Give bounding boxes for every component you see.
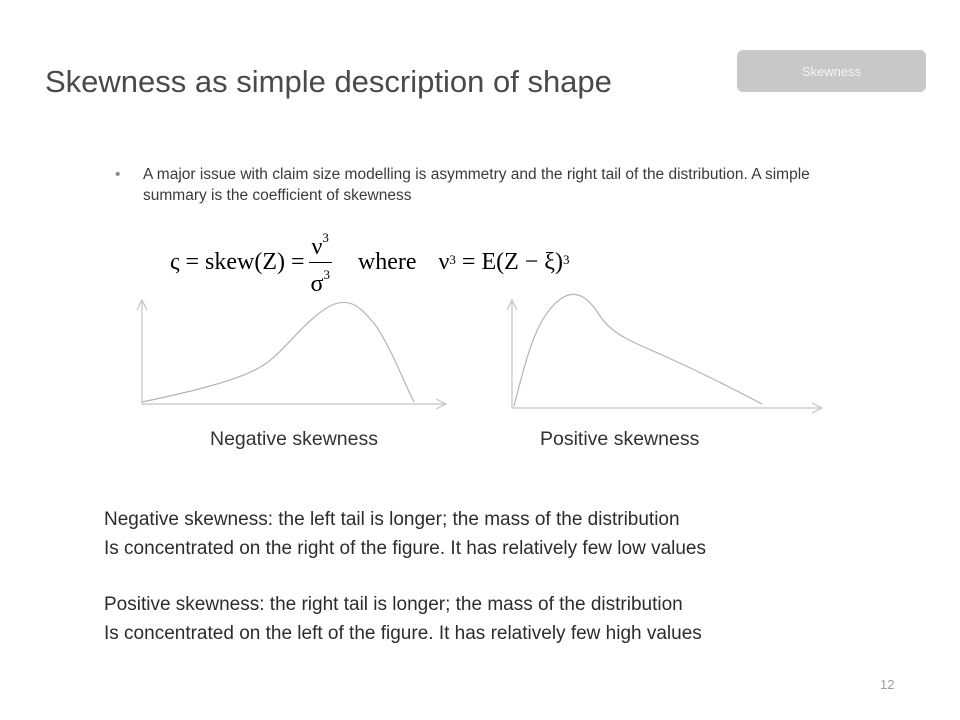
bullet-marker: • bbox=[115, 166, 121, 183]
formula-nu-exponent: 3 bbox=[449, 251, 456, 267]
formula-rhs: = E(Z − ξ) bbox=[461, 249, 563, 275]
denominator-symbol: σ bbox=[310, 271, 324, 297]
negative-skew-description-line-2: Is concentrated on the right of the figure. It has relatively few low values bbox=[104, 538, 706, 559]
bullet-text: A major issue with claim size modelling is asymmetry and the right tail of the distribution. A simple summary is the coefficient of skewness bbox=[143, 166, 810, 204]
formula-lhs: ς = skew(Z) = bbox=[170, 249, 305, 275]
denominator-exponent: 3 bbox=[323, 267, 330, 282]
formula-where: where bbox=[357, 249, 417, 275]
slide-title: Skewness as simple description of shape bbox=[45, 64, 612, 99]
positive-skew-description-line-2: Is concentrated on the left of the figure. It has relatively few high values bbox=[104, 623, 702, 644]
section-tag-label: Skewness bbox=[801, 63, 862, 79]
negative-skew-description-line-1: Negative skewness: the left tail is longer; the mass of the distribution bbox=[104, 509, 680, 530]
caption-positive-skewness: Positive skewness bbox=[540, 428, 700, 450]
positive-skew-description-line-1: Positive skewness: the right tail is longer; the mass of the distribution bbox=[104, 594, 683, 615]
numerator-exponent: 3 bbox=[322, 230, 329, 245]
numerator-symbol: ν bbox=[311, 234, 323, 260]
page-number: 12 bbox=[880, 677, 895, 692]
formula-rhs-exponent: 3 bbox=[562, 251, 570, 267]
formula-nu: ν bbox=[438, 249, 450, 275]
pos-skew-curve bbox=[514, 294, 762, 406]
caption-negative-skewness: Negative skewness bbox=[210, 428, 378, 450]
